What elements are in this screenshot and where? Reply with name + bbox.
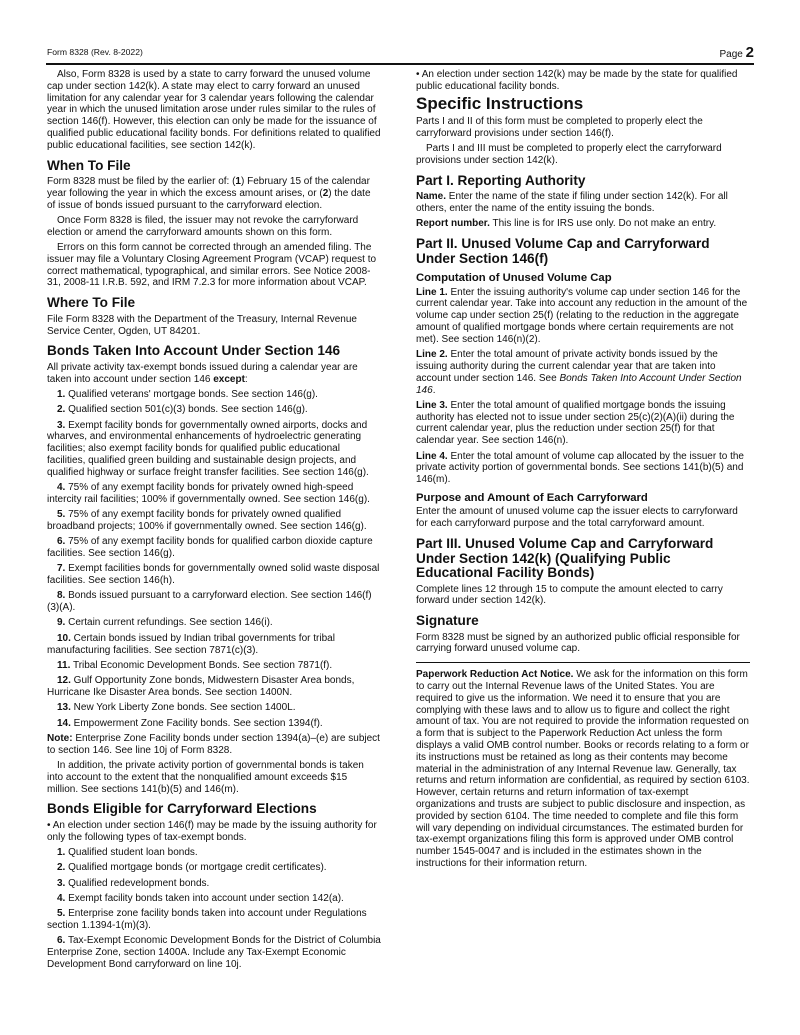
list-item: 1. Qualified student loan bonds. (57, 846, 198, 858)
part2-heading: Part II. Unused Volume Cap and Carryforward Under Section 146(f) (416, 236, 710, 266)
specific-instructions-heading: Specific Instructions (416, 93, 584, 113)
where-paragraph: File Form 8328 with the Department of the Treasury, Internal Revenue Service Center, Ogden, UT 84201. (47, 313, 357, 337)
eligible-intro: • An election under section 146(f) may be made by the issuing authority for only the following types of tax-exempt bonds. (47, 819, 377, 843)
specific-paragraph-1: Parts I and II of this form must be completed to properly elect the carryforward provisions under section 146(f). (416, 116, 703, 139)
signature-heading: Signature (416, 613, 479, 629)
list-item: 7. Exempt facilities bonds for governmentally owned solid waste disposal facilities. See section 146(h). (47, 563, 380, 587)
header-rule (46, 63, 754, 65)
page-number (720, 44, 754, 61)
line3-paragraph: Line 3. Enter the total amount of qualified mortgage bonds the issuing authority has elected not to issue under section 25(c)(2)(A)(ii) during the current calendar year, plus the reduction under section 25(f) for that calendar year. See section 146(n). (416, 399, 735, 447)
list-item: 4. Exempt facility bonds taken into account under section 142(a). (57, 892, 344, 904)
list-item: 1. Qualified veterans' mortgage bonds. See section 146(g). (57, 388, 318, 400)
eligible-list (47, 847, 381, 971)
list-item: 6. Tax-Exempt Economic Development Bonds for the District of Columbia Enterprise Zone, section 1400A. Include any Tax-Exempt Economic Development Bond carryforward on line 10j. (47, 935, 381, 970)
bonds-list (47, 389, 381, 729)
part3-paragraph: Complete lines 12 through 15 to compute the amount elected to carry forward under section 142(k). (416, 583, 723, 607)
bonds-section-146-heading: Bonds Taken Into Account Under Section 146 (47, 343, 341, 359)
list-item: 12. Gulf Opportunity Zone bonds, Midwestern Disaster Area bonds, Hurricane Ike Disaster Area bonds. See section 1400N. (47, 675, 355, 698)
part1-heading: Part I. Reporting Authority (416, 172, 586, 188)
right-column (416, 69, 750, 873)
when-paragraph-1: Form 8328 must be filed by the earlier of: (1) February 15 of the calendar year following the year in which the excess amount arises, or (2) the date of issue of bonds issued pursuant to the carryforward election. (47, 176, 371, 211)
part1-report: Report number. This line is for IRS use only. Do not make an entry. (416, 218, 717, 230)
purpose-paragraph: Enter the amount of unused volume cap the issuer elects to carryforward for each carryforward purpose and the total carryforward amount. (416, 506, 738, 530)
addition-paragraph: In addition, the private activity portion of governmental bonds is taken into account to the extent that the nonqualified amount exceeds $15 million. See sections 141(b)(5) and 146(m). (47, 759, 364, 795)
computation-heading: Computation of Unused Volume Cap (416, 272, 612, 285)
list-item: 4. 75% of any exempt facility bonds for privately owned high-speed intercity rail facilities; 100% if governmentally owned. See section 146(g). (47, 482, 370, 505)
paperwork-reduction-notice: Paperwork Reduction Act Notice. We ask for the information on this form to carry out the Internal Revenue laws of the United States. You are required to give us the information. We need it to ensure that you are complying with these laws and to allow us to figure and collect the right amount of tax. You are not required to provide the information requested on a form that is subject to the Paperwork Reduction Act unless the form displays a valid OMB control number. Books or records relating to a form or its instructions must be retained as long as their contents may become material in the administration of any Internal Revenue law. Generally, tax returns and return information are confidential, as required by section 6103. However, certain returns and return information of tax-exempt organizations and trusts are subject to public disclosure and inspection, as provided by section 6104. The time needed to complete and file this form will vary depending on individual circumstances. The estimated burden for tax-exempt organizations filing this form is approved under OMB control number 1545-0047 and is included in the estimates shown in the instructions for their information return. (416, 669, 750, 869)
page-label: Page (719, 49, 743, 60)
list-item: 3. Qualified redevelopment bonds. (57, 877, 210, 889)
where-to-file-heading: Where To File (47, 295, 136, 311)
line4-paragraph: Line 4. Enter the total amount of volume cap allocated by the issuer to the private activity portion of governmental bonds. See sections 141(b)(5) and 146(m). (416, 450, 744, 486)
list-item: 2. Qualified mortgage bonds (or mortgage credit certificates). (57, 862, 327, 874)
purpose-heading: Purpose and Amount of Each Carryforward (416, 491, 648, 504)
left-column (47, 69, 381, 974)
specific-paragraph-2: Parts I and III must be completed to properly elect the carryforward provisions under section 142(k). (416, 143, 722, 166)
intro-paragraph: Also, Form 8328 is used by a state to carry forward the unused volume cap under section 142(k). A state may elect to carry forward an unused limitation for any calendar year for 3 calendar years following the calendar year in which the unused limitation arose under rules similar to the rules of section 146(f). However, this election can only be made for the issuance of qualified public educational facility bonds. For definitions related to qualified public educational facilities, see section 142(k). (47, 69, 381, 151)
list-item: 8. Bonds issued pursuant to a carryforward election. See section 146(f)(3)(A). (47, 590, 372, 614)
list-item: 6. 75% of any exempt facility bonds for qualified carbon dioxide capture facilities. See section 146(g). (47, 536, 373, 559)
form-id: Form 8328 (Rev. 8-2022) (47, 47, 143, 57)
list-item: 3. Exempt facility bonds for governmentally owned airports, docks and wharves, and environmental enhancements of hydroelectric generating facilities; also exempt facility bonds for qualified public educational facilities, qualified green building and sustainable design projects, and qualified highway or surface freight transfer facilities. See section 146(g). (47, 419, 369, 478)
bonds-intro: All private activity tax-exempt bonds issued during a calendar year are taken into account under section 146 except: (47, 361, 358, 385)
part1-name: Name. Enter the name of the state if filing under section 142(k). For all others, enter the name of the entity issuing the bonds. (416, 191, 728, 215)
when-to-file-heading: When To File (47, 157, 131, 173)
eligible-heading: Bonds Eligible for Carryforward Elections (47, 801, 317, 817)
list-item: 11. Tribal Economic Development Bonds. See section 7871(f). (57, 659, 333, 671)
list-item: 9. Certain current refundings. See section 146(i). (57, 617, 273, 629)
list-item: 5. 75% of any exempt facility bonds for privately owned qualified broadband projects; 100% if governmentally owned. See section 146(g). (47, 509, 367, 532)
page-num: 2 (745, 44, 754, 61)
line1-paragraph: Line 1. Enter the issuing authority's volume cap under section 146 for the current calendar year. Take into account any reduction in the amount of the volume cap under section 25(f) (relating to the reduction in the aggregate amount of qualified mortgage bonds where certain requirements are not met). See section 146(n)(2). (416, 286, 748, 345)
list-item: 10. Certain bonds issued by Indian tribal governments for tribal manufacturing facilities. See section 7871(c)(3). (47, 632, 335, 656)
signature-paragraph: Form 8328 must be signed by an authorized public official responsible for carrying forward unused volume cap. (416, 631, 740, 655)
line2-paragraph: Line 2. Enter the total amount of private activity bonds issued by the issuing authority during the current calendar year that are taken into account under section 146. See Bonds Taken Into Account Under Section 146. (416, 349, 742, 396)
when-paragraph-3: Errors on this form cannot be corrected through an amended filing. The issuer may file a Voluntary Closing Agreement Program (VCAP) request to correct mathematical, typographical, and similar errors. See Notice 2008-31, 2008-11 I.R.B. 592, and IRM 7.2.3 for more information about VCAP. (47, 242, 377, 289)
list-item: 14. Empowerment Zone Facility bonds. See section 1394(f). (57, 717, 323, 729)
when-paragraph-2: Once Form 8328 is filed, the issuer may not revoke the carryforward election or amend the carryforward amounts shown on this form. (47, 214, 359, 238)
list-item: 2. Qualified section 501(c)(3) bonds. See section 146(g). (57, 404, 308, 416)
part3-heading: Part III. Unused Volume Cap and Carryforward Under Section 142(k) (Qualifying Public Educational Facility Bonds) (416, 536, 714, 581)
list-item: 5. Enterprise zone facility bonds taken into account under Regulations section 1.1394-1(m)(3). (47, 908, 367, 931)
note-paragraph: Note: Enterprise Zone Facility bonds under section 1394(a)–(e) are subject to section 146. See line 10j of Form 8328. (47, 732, 380, 756)
list-item: 13. New York Liberty Zone bonds. See section 1400L. (57, 702, 296, 714)
bullet-142k: • An election under section 142(k) may be made by the state for qualified public educational facility bonds. (416, 69, 738, 92)
section-divider (416, 662, 750, 663)
